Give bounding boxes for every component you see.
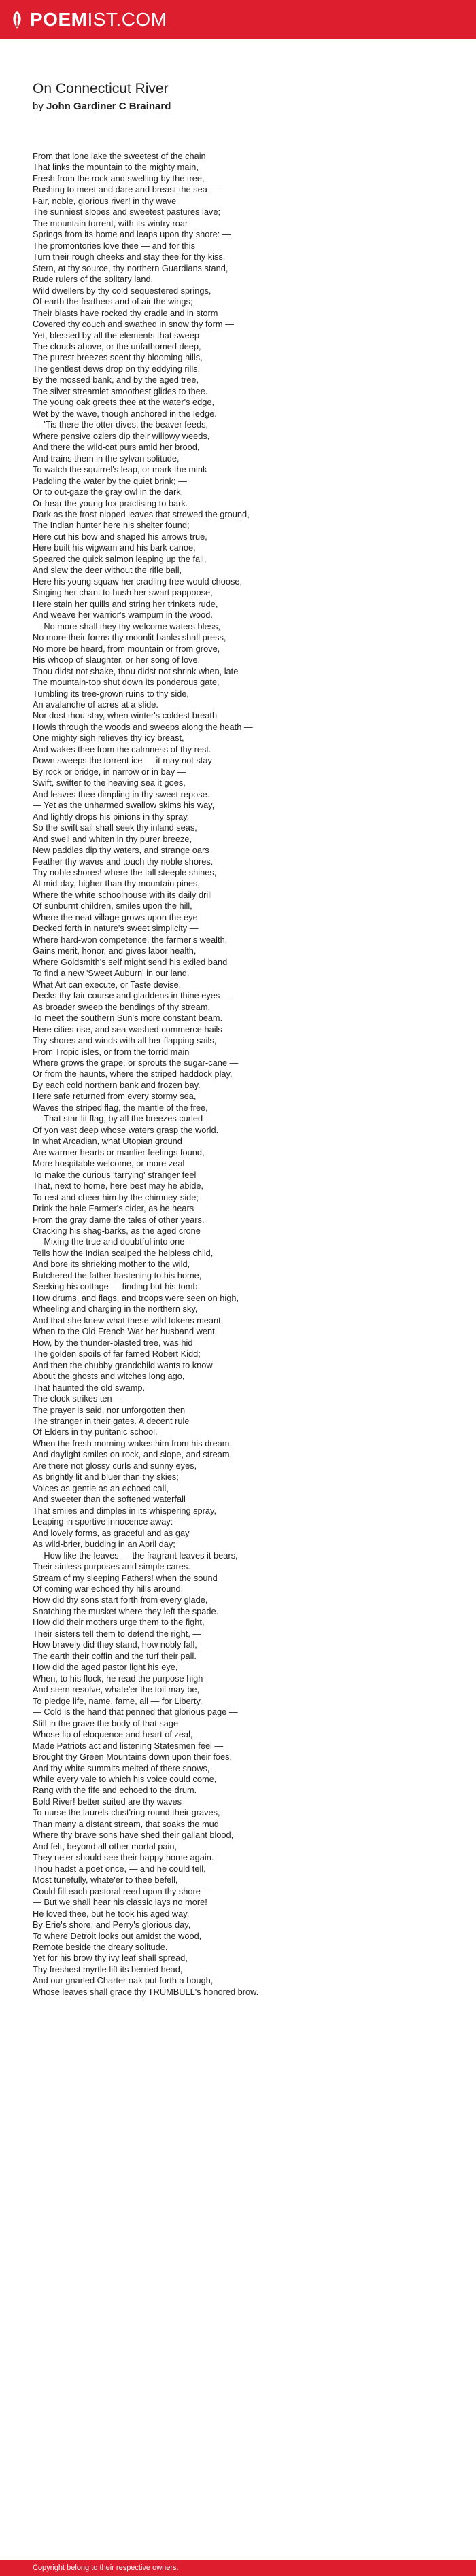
poem-line: The Indian hunter here his shelter found; [33, 520, 190, 531]
site-footer [0, 2560, 476, 2576]
poem-line: How did thy sons start forth from every glade, [33, 1595, 208, 1605]
poem-line: Feather thy waves and touch thy noble shores. [33, 856, 214, 867]
poem-line: Wet by the wave, though anchored in the ledge. [33, 408, 217, 419]
poem-line: The promontories love thee — and for this [33, 240, 195, 251]
poem-line: And then the chubby grandchild wants to know [33, 1359, 213, 1370]
poem-line: Of coming war echoed thy hills around, [33, 1584, 184, 1594]
poem-title: On Connecticut River [33, 81, 169, 97]
poem-line: Tells how the Indian scalped the helpless child, [33, 1247, 214, 1258]
poem-line: What Art can execute, or Taste devise, [33, 979, 182, 990]
poem-line: Wild dwellers by thy cold sequestered springs, [33, 285, 211, 296]
poem-line: Yet for his brow thy ivy leaf shall spread, [33, 1953, 188, 1964]
poem-line: That, next to home, here best may he abide, [33, 1181, 204, 1191]
poem-line: — 'Tis there the otter dives, the beaver feeds, [33, 419, 209, 430]
poem-line: Snatching the musket where they left the spade. [33, 1605, 219, 1616]
poem-line: Bold River! better suited are thy waves [33, 1796, 182, 1807]
poem-line: And daylight smiles on rock, and slope, and stream, [33, 1449, 233, 1460]
poem-line: Here safe returned from every stormy sea, [33, 1091, 197, 1102]
poem-line: And thy white summits melted of there snows, [33, 1762, 210, 1773]
poem-line: Most tunefully, whate'er to thee befell, [33, 1875, 178, 1885]
poem-line: The earth their coffin and the turf their pall. [33, 1650, 197, 1661]
poem-line: The young oak greets thee at the water's edge, [33, 397, 215, 408]
poem-line: Where hard-won competence, the farmer's wealth, [33, 934, 228, 945]
poem-line: How, by the thunder-blasted tree, was hid [33, 1337, 193, 1348]
poem-line: And stern resolve, whate'er the toil may be, [33, 1684, 199, 1695]
poem-line: Or hear the young fox practising to bark. [33, 498, 188, 508]
poem-line: And slew the deer without the rifle ball, [33, 565, 182, 576]
poem-line: And our gnarled Charter oak put forth a bough, [33, 1975, 214, 1986]
poem-line: And leaves thee dimpling in thy sweet repose. [33, 788, 210, 799]
poem-line: How bravely did they stand, how nobly fall, [33, 1639, 197, 1650]
poem-line: An avalanche of acres at a slide. [33, 699, 158, 710]
footer-copyright: Copyright belong to their respective owners. [33, 2564, 179, 2572]
poem-line: Still in the grave the body of that sage [33, 1718, 179, 1728]
poem-line: — Cold is the hand that penned that glorious page — [33, 1707, 238, 1718]
poem-line: Here built his wigwam and his bark canoe, [33, 542, 196, 553]
poem-line: And felt, beyond all other mortal pain, [33, 1841, 177, 1851]
poem-line: Made Patriots act and listening Statesmen feel — [33, 1740, 224, 1751]
poem-line: Fresh from the rock and swelling by the tree, [33, 173, 205, 184]
poem-line: Of earth the feathers and of air the wings; [33, 296, 193, 307]
poem-line: By rock or bridge, in narrow or in bay — [33, 766, 186, 777]
poem-body [33, 151, 454, 1998]
logo-bold: POEM [30, 9, 88, 30]
poem-line: Decks thy fair course and gladdens in thine eyes — [33, 990, 231, 1001]
poem-line: And lovely forms, as graceful and as gay [33, 1527, 190, 1538]
poem-line: To nurse the laurels clust'ring round their graves, [33, 1807, 220, 1818]
poem-line: Turn their rough cheeks and stay thee for thy kiss. [33, 251, 226, 262]
poem-line: Their blasts have rocked thy cradle and in storm [33, 307, 218, 318]
poem-line: More hospitable welcome, or more zeal [33, 1158, 185, 1169]
poem-line: Could fill each pastoral reed upon thy shore — [33, 1885, 212, 1896]
poem-line: How did their mothers urge them to the fight, [33, 1617, 205, 1628]
poem-line: Here stain her quills and string her trinkets rude, [33, 598, 218, 609]
site-logo[interactable] [10, 10, 167, 30]
poem-line: When the fresh morning wakes him from his dream, [33, 1438, 233, 1448]
by-label: by [33, 101, 44, 112]
poem-line: That haunted the old swamp. [33, 1382, 146, 1393]
poem-line: Voices as gentle as an echoed call, [33, 1482, 169, 1493]
poem-line: Thy shores and winds with all her flapping sails, [33, 1035, 217, 1046]
poem-line: And sweeter than the softened waterfall [33, 1494, 186, 1505]
poem-line: The mountain-top shut down its ponderous gate, [33, 677, 220, 688]
poem-line: Yet, blessed by all the elements that sweep [33, 330, 199, 341]
poem-line: Seeking his cottage — finding but his tomb. [33, 1281, 201, 1292]
poem-line: So the swift sail shall seek thy inland seas, [33, 822, 197, 833]
poem-line: Where pensive oziers dip their willowy weeds, [33, 430, 210, 441]
poem-line: Are there not glossy curls and sunny eyes, [33, 1460, 197, 1471]
poem-line: Are warmer hearts or manlier feelings found, [33, 1147, 205, 1158]
poem-line: — How like the leaves — the fragrant leaves it bears, [33, 1550, 238, 1561]
poem-line: The clock strikes ten — [33, 1393, 123, 1404]
poem-line: By the mossed bank, and by the aged tree, [33, 375, 199, 385]
poem-line: Thou didst not shake, thou didst not shrink when, late [33, 665, 239, 676]
poem-line: Covered thy couch and swathed in snow thy form — [33, 319, 234, 330]
poem-line: Of sunburnt children, smiles upon the hill, [33, 901, 192, 911]
poem-line: The mountain torrent, with its wintry roar [33, 217, 188, 228]
poem-line: Down sweeps the torrent ice — it may not stay [33, 755, 212, 766]
poem-line: About the ghosts and witches long ago, [33, 1371, 185, 1382]
poem-line: Where Goldsmith's self might send his exiled band [33, 956, 228, 967]
poem-line: And swell and whiten in thy purer breeze, [33, 833, 192, 844]
poem-line: Thou hadst a poet once, — and he could tell, [33, 1863, 206, 1874]
poem-line: Thy noble shores! where the tall steeple shines, [33, 867, 217, 877]
poem-line: Whose leaves shall grace thy TRUMBULL's honored brow. [33, 1986, 259, 1997]
poem-line: — That star-lit flag, by all the breezes curled [33, 1113, 203, 1124]
poem-line: Rang with the fife and echoed to the drum. [33, 1785, 197, 1796]
poem-line: Rude rulers of the solitary land, [33, 274, 154, 285]
poem-line: Stern, at thy source, thy northern Guardians stand, [33, 262, 228, 273]
poem-line: To pledge life, name, fame, all — for Liberty. [33, 1695, 203, 1706]
poem-line: When, to his flock, he read the purpose high [33, 1673, 203, 1684]
poem-line: How did the aged pastor light his eye, [33, 1662, 178, 1673]
poem-line: — No more shall they thy welcome waters bless, [33, 621, 220, 631]
poem-line: Waves the striped flag, the mantle of the free, [33, 1102, 208, 1113]
poem-line: And that she knew what these wild tokens meant, [33, 1315, 224, 1325]
poem-line: As brightly lit and bluer than thy skies; [33, 1472, 179, 1482]
poem-line: Stream of my sleeping Fathers! when the sound [33, 1572, 218, 1583]
poem-line: And bore its shrieking mother to the wild, [33, 1259, 190, 1270]
poem-line: To watch the squirrel's leap, or mark the mink [33, 464, 207, 475]
poem-line: From Tropic isles, or from the torrid main [33, 1046, 190, 1057]
poem-line: Their sisters tell them to defend the right, — [33, 1628, 202, 1639]
poem-line: Of yon vast deep whose waters grasp the world. [33, 1124, 219, 1135]
poem-line: Howls through the woods and sweeps along the heath — [33, 721, 253, 732]
poem-line: From that lone lake the sweetest of the chain [33, 151, 206, 161]
poem-line: How drums, and flags, and troops were seen on high, [33, 1292, 239, 1303]
poem-line: At mid-day, higher than thy mountain pines, [33, 878, 200, 889]
poem-line: New paddles dip thy waters, and strange oars [33, 845, 209, 856]
poem-line: Speared the quick salmon leaping up the fall, [33, 553, 207, 564]
poem-line: Remote beside the dreary solitude. [33, 1942, 168, 1952]
poem-line: Springs from its home and leaps upon thy shore: — [33, 229, 231, 240]
poem-line: The gentlest dews drop on thy eddying rills, [33, 363, 201, 374]
poem-line: Brought thy Green Mountains down upon their foes, [33, 1752, 233, 1762]
poem-line: Than many a distant stream, that soaks the mud [33, 1818, 219, 1829]
poem-line: Whose lip of eloquence and heart of zeal, [33, 1729, 193, 1740]
poem-line: Butchered the father hastening to his home, [33, 1270, 202, 1281]
poem-line: — Mixing the true and doubtful into one — [33, 1236, 196, 1247]
poem-line: Drink the hale Farmer's cider, as he hears [33, 1203, 194, 1214]
poem-line: Wheeling and charging in the northern sky, [33, 1304, 198, 1315]
poem-line: As wild-brier, budding in an April day; [33, 1539, 175, 1550]
poem-line: Here cities rise, and sea-washed commerce hails [33, 1024, 222, 1034]
poem-line: Nor dost thou stay, when winter's coldest breath [33, 710, 218, 721]
poem-line: The purest breezes scent thy blooming hills, [33, 352, 203, 363]
poem-line: And there the wild-cat purs amid her brood, [33, 442, 200, 453]
poem-line: Rushing to meet and dare and breast the sea — [33, 184, 219, 195]
poem-line: To rest and cheer him by the chimney-side; [33, 1191, 199, 1202]
poem-line: His whoop of slaughter, or her song of love. [33, 655, 201, 665]
poem-line: Of Elders in thy puritanic school. [33, 1427, 158, 1438]
poem-line: Where grows the grape, or sprouts the sugar-cane — [33, 1057, 239, 1068]
poem-line: — Yet as the unharmed swallow skims his way, [33, 800, 215, 811]
poem-line: When to the Old French War her husband went. [33, 1326, 218, 1337]
quill-icon [10, 10, 24, 29]
poem-line: The prayer is said, nor unforgotten then [33, 1404, 186, 1415]
poem-line: While every vale to which his voice could come, [33, 1773, 217, 1784]
poem-line: Here his young squaw her cradling tree would choose, [33, 576, 243, 587]
site-logo-text [30, 10, 167, 30]
poem-line: To find a new 'Sweet Auburn' in our land. [33, 968, 190, 979]
poem-line: Gains merit, honor, and gives labor health, [33, 945, 197, 956]
poem-line: The stranger in their gates. A decent rule [33, 1415, 190, 1426]
poem-line: To meet the southern Sun's more constant beam. [33, 1013, 223, 1024]
poem-line: Swift, swifter to the heaving sea it goes, [33, 778, 186, 788]
poem-line: To where Detroit looks out amidst the wood, [33, 1930, 202, 1941]
poem-line: One mighty sigh relieves thy icy breast, [33, 733, 184, 744]
poem-byline [33, 100, 441, 114]
poem-line: They ne'er should see their happy home again. [33, 1852, 214, 1863]
poem-line: Leaping in sportive innocence away: — [33, 1516, 184, 1527]
poem-line: By each cold northern bank and frozen bay. [33, 1079, 201, 1090]
poem-line: Dark as the frost-nipped leaves that strewed the ground, [33, 509, 250, 519]
poem-heading [33, 80, 441, 114]
poem-line: And lightly drops his pinions in thy spray, [33, 811, 190, 822]
poem-line: — But we shall hear his classic lays no more! [33, 1897, 207, 1908]
author-link[interactable]: John Gardiner C Brainard [46, 101, 171, 112]
poem-line: That links the mountain to the mighty main, [33, 162, 199, 173]
poem-line: As broader sweep the bendings of thy stream, [33, 1001, 211, 1012]
poem-line: From the gray dame the tales of other years. [33, 1214, 205, 1225]
poem-line: Tumbling its tree-grown ruins to thy side, [33, 688, 189, 699]
poem-line: In what Arcadian, what Utopian ground [33, 1136, 182, 1147]
poem-line: He loved thee, but he took his aged way, [33, 1908, 190, 1919]
poem-line: That smiles and dimples in its whispering spray, [33, 1505, 217, 1516]
poem-line: Thy freshest myrtle lift its berried head, [33, 1964, 183, 1974]
logo-light: IST.COM [87, 9, 167, 30]
poem-line: The sunniest slopes and sweetest pastures lave; [33, 207, 221, 217]
poem-line: Paddling the water by the quiet brink; — [33, 475, 187, 486]
poem-line: Where the neat village grows upon the eye [33, 911, 198, 922]
poem-line: To make the curious 'tarrying' stranger feel [33, 1169, 197, 1180]
poem-line: And weave her warrior's wampum in the wood. [33, 610, 213, 621]
poem-line: And trains them in the sylvan solitude, [33, 453, 180, 464]
poem-line: And wakes thee from the calmness of thy rest. [33, 744, 211, 754]
poem-line: Where the white schoolhouse with its daily drill [33, 889, 212, 900]
poem-line: Where thy brave sons have shed their gallant blood, [33, 1830, 234, 1841]
poem-line: Or from the haunts, where the striped haddock play, [33, 1068, 233, 1079]
poem-line: The clouds above, or the unfathomed deep, [33, 341, 201, 351]
poem-line: No more be heard, from mountain or from grove, [33, 643, 220, 654]
poem-line: No more their forms thy moonlit banks shall press, [33, 632, 226, 643]
poem-line: Singing her chant to hush her swart pappoose, [33, 587, 213, 598]
poem-line: Cracking his shag-barks, as the aged crone [33, 1225, 201, 1236]
poem-line: Or to out-gaze the gray owl in the dark, [33, 487, 184, 498]
poem-line: The silver streamlet smoothest glides to thee. [33, 385, 208, 396]
poem-line: The golden spoils of far famed Robert Kidd; [33, 1348, 201, 1359]
poem-line: Their sinless purposes and simple cares. [33, 1561, 190, 1572]
poem-line: By Erie's shore, and Perry's glorious day, [33, 1919, 191, 1930]
poem-line: Here cut his bow and shaped his arrows true, [33, 531, 207, 542]
site-header [0, 0, 476, 39]
poem-line: Fair, noble, glorious river! in thy wave [33, 195, 177, 206]
poem-line: Decked forth in nature's sweet simplicity — [33, 923, 199, 934]
